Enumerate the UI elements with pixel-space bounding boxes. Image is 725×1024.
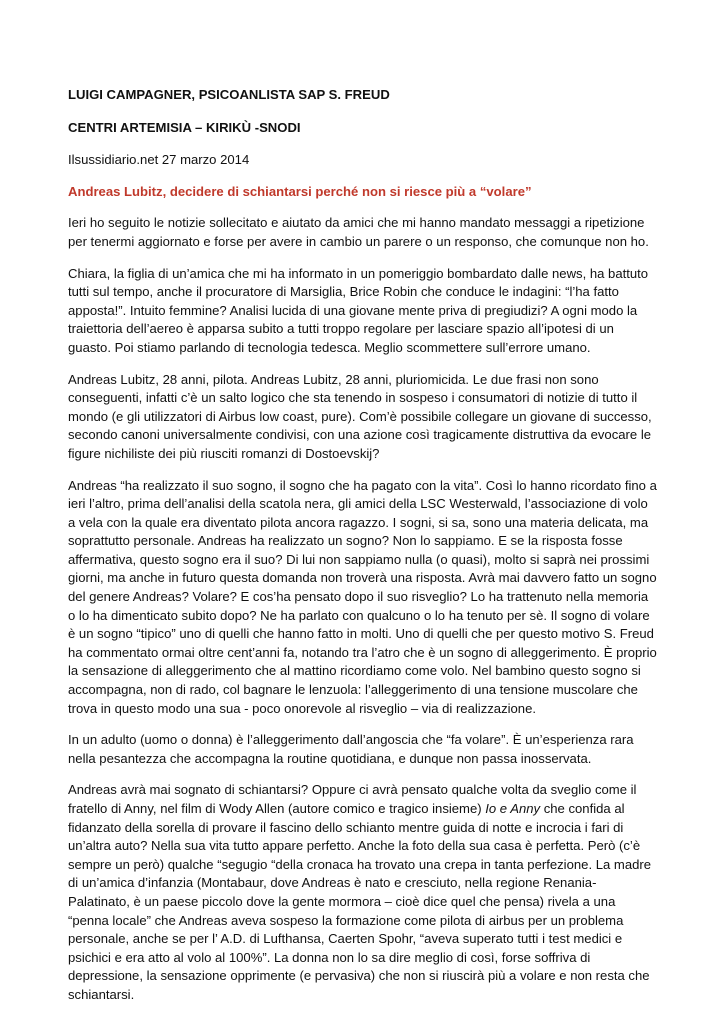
paragraph-5: In un adulto (uomo o donna) è l’alleggerimento dall’angoscia che “fa volare”. È un’esperienza rara nella pesantezza che accompagna la routine quotidiana, e dunque non passa inosservata.	[68, 732, 634, 766]
paragraph-2: Chiara, la figlia di un’amica che mi ha informato in un pomeriggio bombardato dalle news, ha battuto tutti sul tempo, anche il procuratore di Marsiglia, Brice Robin che conduce le indagini: “l’ha fatto apposta!”. Intuito femmine? Analisi lucida di una giovane mente priva di pregiudizi? A ogni modo la traiettoria dell’aereo è apparsa subito a tutti troppo regolare per lasciare spazio all’ipotesi di un guasto. Poi stiamo parlando di tecnologia tedesca. Meglio scommettere sull’errore umano.	[68, 265, 649, 355]
paragraph-6-rest: che confida al fidanzato della sorella di provare il fascino dello schianto mentre guida di notte e incrocia i fari di un’altra auto? Nella sua vita tutto appare perfetto. Anche la foto della sua casa è perfetta. Però (c’è sempre un però) qualche “segugio “della cronaca ha trovato una crepa in tanta perfezione. La madre di un’amica d’infanzia (Montabaur, dove Andreas è nato e cresciuto, nella regione Renania-Palatinato, è un paese piccolo dove la gente mormora – cioè dice quel che pensa) rivela a una “penna locale” che Andreas aveva sospeso la formazione come pilota di airbus per un problema personale, anche se per l’ A.D. di Lufthansa, Caerten Spohr, “aveva superato tutti i test medici e psichici e era atto al volo al 100%”. La donna non lo sa dire meglio di così, forse soffriva di depressione, la sensazione opprimente (e pervasiva) che non si riuscirà più a volare e non resta che schiantarsi.	[68, 801, 652, 1002]
article-title: Andreas Lubitz, decidere di schiantarsi perché non si riesce più a “volare”	[68, 183, 532, 199]
author-heading: LUIGI CAMPAGNER, PSICOANLISTA SAP S. FREUD	[68, 87, 390, 102]
paragraph-6-intro: Andreas avrà mai sognato di schiantarsi? Oppure ci avrà pensato qualche volta da sveglio come il fratello di Anny, nel film di Wody Allen (autore comico e tragico insieme)	[68, 782, 637, 816]
paragraph-4: Andreas “ha realizzato il suo sogno, il sogno che ha pagato con la vita”. Così lo hanno ricordato fino a ieri l’altro, prima dell’analisi della scatola nera, gli amici della LSC Westerwald, l’associazione di volo a vela con la quale era diventato pilota ancora ragazzo. I sogni, si sa, sono una materia delicata, ma soprattutto personale. Andreas ha realizzato un sogno? Non lo sappiamo. E se la risposta fosse affermativa, questo sogno era il suo? Di lui non sappiamo nulla (o quasi), molto si saprà nei prossimi giorni, ma anche in futuro questa domanda non troverà una risposta. Avrà mai davvero fatto un sogno del genere Andreas? Volare? E cos’ha pensato dopo il suo risveglio? Lo ha trattenuto nella memoria o lo ha dimenticato subito dopo? Ne ha parlato con qualcuno o lo ha tenuto per sè. Il sogno di volare è un sogno “tipico” uno di quelli che hanno fatto in molti. Uno di quelli che per questo motivo S. Freud ha commentato ormai oltre cent’anni fa, notando tra l’atro che è un sogno di alleggerimento. È proprio la sensazione di alleggerimento che al mattino ricordiamo come volo. Nel bambino questo sogno si accompagna, non di rado, col bagnare le lenzuola: l’alleggerimento di una tensione muscolare che trova in questo modo una sua - poco onorevole al risveglio – via di realizzazione.	[68, 477, 657, 716]
paragraph-3: Andreas Lubitz, 28 anni, pilota. Andreas Lubitz, 28 anni, pluriomicida. Le due frasi non sono conseguenti, infatti c’è un salto logico che sta tenendo in sospeso i consumatori di notizie di tutto il mondo (e gli utilizzatori di Airbus low coast, pure). Com’è possibile collegare un giovane di successo, secondo canoni universalmente condivisi, con una azione così tragicamente distruttiva da evocare le figure nichiliste dei più riusciti romanzi di Dostoevskij?	[68, 371, 652, 461]
paragraph-1: Ieri ho seguito le notizie sollecitato e aiutato da amici che mi hanno mandato messaggi a ripetizione per tenermi aggiornato e forse per avere in cambio un parere o un responso, che comunque non ho.	[68, 215, 649, 249]
document-page	[68, 86, 658, 1005]
paragraph-6	[68, 781, 658, 1004]
source-line: Ilsussidiario.net 27 marzo 2014	[68, 152, 250, 168]
organization-heading: CENTRI ARTEMISIA – KIRIKÙ -SNODI	[68, 119, 301, 135]
film-title: Io e Anny	[485, 801, 541, 816]
